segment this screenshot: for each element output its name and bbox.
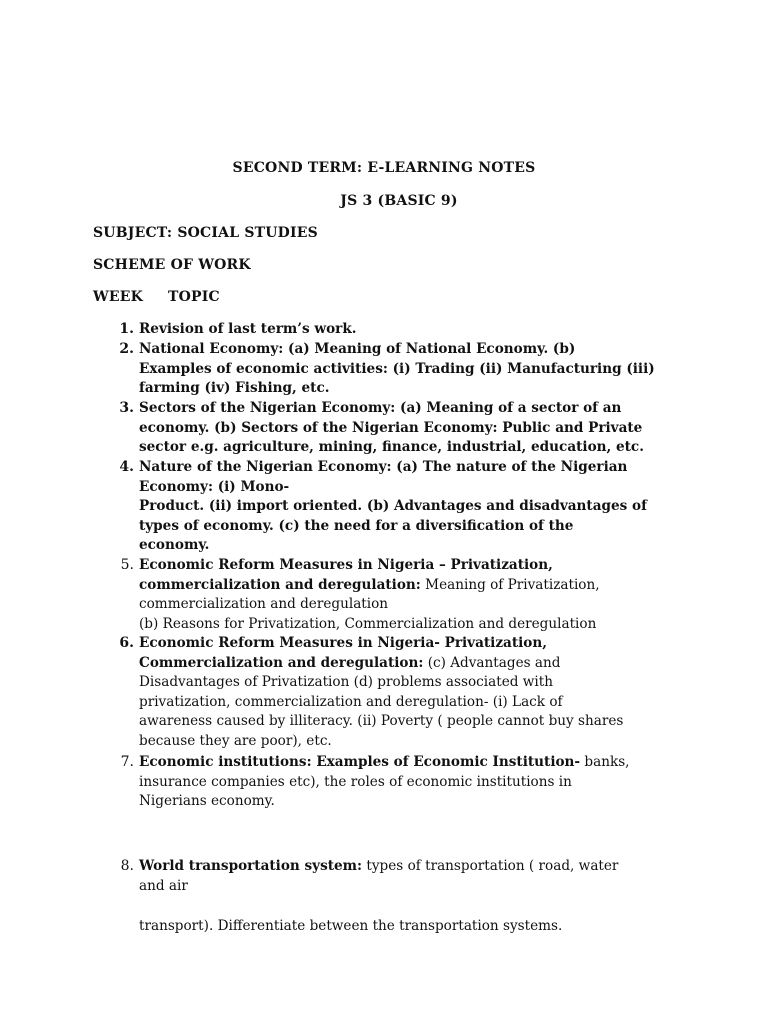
item-text: economy. — [139, 537, 210, 553]
item-text: farming (iv) Fishing, etc. — [139, 380, 330, 396]
topic-column-header: TOPIC — [168, 289, 220, 305]
item-text: National Economy: (a) Meaning of National Economy. (b) — [139, 341, 576, 357]
list-item — [119, 340, 689, 399]
item-text: Revision of last term’s work. — [139, 321, 357, 337]
item-number: 2. — [119, 341, 134, 357]
list-item — [119, 320, 689, 340]
item-number: 3. — [119, 400, 134, 416]
list-item-continuation — [139, 917, 689, 937]
list-item — [120, 753, 689, 812]
item-text: economy. (b) Sectors of the Nigerian Economy: Public and Private — [139, 419, 643, 436]
list-item — [119, 458, 689, 556]
item-text: types of economy. (c) the need for a diversification of the — [139, 517, 574, 534]
item-text: Nigerians economy. — [139, 793, 275, 809]
item-number: 4. — [119, 459, 134, 475]
item-text: sector e.g. agriculture, mining, finance, industrial, education, etc. — [139, 439, 644, 455]
document-title: SECOND TERM: E-LEARNING NOTES — [232, 160, 536, 176]
item-text: awareness caused by illiteracy. (ii) Poverty ( people cannot buy shares — [139, 713, 624, 729]
item-text: Economic Reform Measures in Nigeria – Privatization, — [139, 557, 553, 573]
item-number: 1. — [119, 321, 134, 337]
item-text: Product. (ii) import oriented. (b) Advantages and disadvantages of — [139, 498, 647, 514]
item-text: and air — [139, 877, 188, 894]
item-number: 7. — [120, 754, 134, 770]
item-text-bold: Commercialization and deregulation: — [139, 654, 424, 671]
item-text: (b) Reasons for Privatization, Commercialization and deregulation — [139, 615, 597, 632]
list-item — [119, 634, 689, 751]
list-item — [120, 857, 689, 896]
item-text: insurance companies etc), the roles of economic institutions in — [139, 773, 572, 790]
item-text: privatization, commercialization and deregulation- (i) Lack of — [139, 693, 563, 710]
week-column-header: WEEK — [93, 289, 144, 305]
item-number: 6. — [119, 635, 134, 651]
item-text: transport). Differentiate between the transportation systems. — [139, 918, 563, 934]
item-text: types of transportation ( road, water — [362, 858, 619, 874]
scheme-heading: SCHEME OF WORK — [93, 257, 251, 273]
item-text-bold: Economic institutions: Examples of Economic Institution- — [139, 754, 581, 770]
subject-heading: SUBJECT: SOCIAL STUDIES — [93, 225, 318, 241]
item-text: (c) Advantages and — [423, 654, 561, 671]
class-label: JS 3 (BASIC 9) — [340, 193, 458, 209]
item-text: Meaning of Privatization, — [420, 576, 600, 593]
column-headers — [93, 289, 220, 305]
item-text: Economy: (i) Mono- — [139, 478, 290, 495]
item-number: 8. — [120, 858, 134, 874]
item-text: Disadvantages of Privatization (d) problems associated with — [139, 674, 553, 690]
item-text-bold: commercialization and deregulation: — [139, 576, 421, 593]
item-text: because they are poor), etc. — [139, 732, 332, 749]
item-text: Sectors of the Nigerian Economy: (a) Meaning of a sector of an — [139, 400, 622, 416]
list-item — [119, 399, 689, 458]
list-item — [120, 556, 689, 634]
item-text: Economic Reform Measures in Nigeria- Privatization, — [139, 635, 547, 651]
item-text: commercialization and deregulation — [139, 596, 389, 612]
item-text: Examples of economic activities: (i) Trading (ii) Manufacturing (iii) — [139, 360, 655, 377]
item-text: Nature of the Nigerian Economy: (a) The nature of the Nigerian — [139, 459, 628, 475]
item-text: banks, — [580, 754, 630, 770]
item-text-bold: World transportation system: — [139, 858, 363, 874]
item-number: 5. — [120, 557, 134, 573]
